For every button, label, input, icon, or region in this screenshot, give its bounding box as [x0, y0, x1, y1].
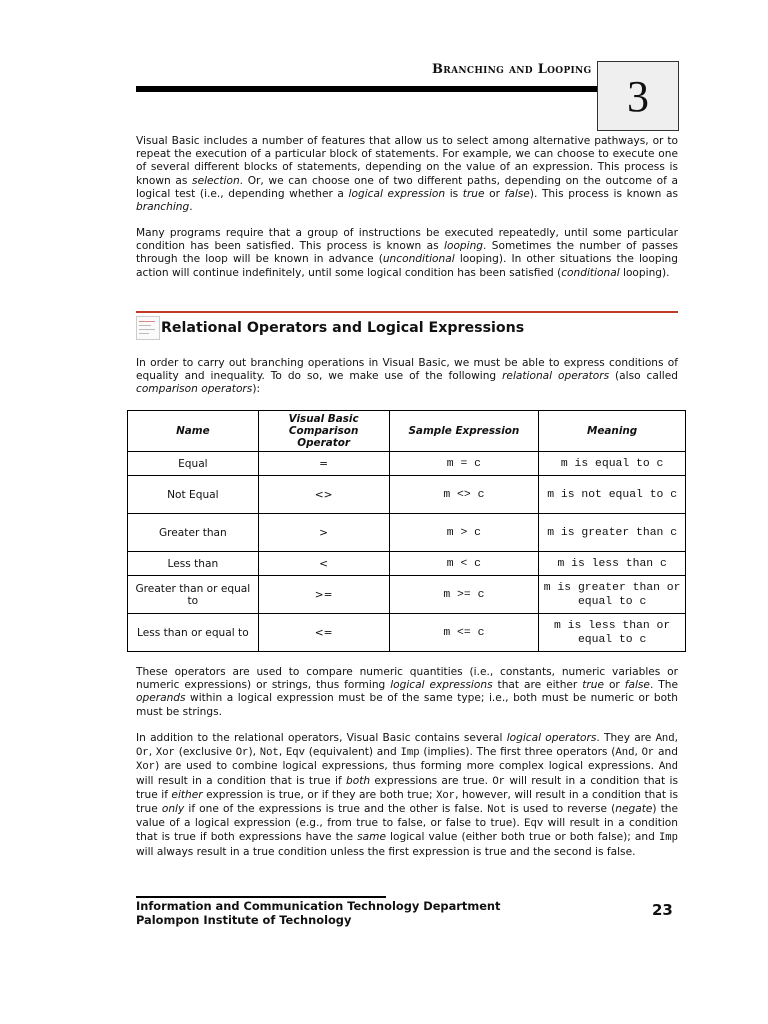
chapter-number: 3 — [627, 71, 649, 121]
cell-operator: < — [258, 552, 389, 576]
cell-operator: >= — [258, 576, 389, 614]
cell-sample: m <= c — [389, 614, 539, 652]
cell-name: Greater than or equal to — [128, 576, 259, 614]
header-sample: Sample Expression — [389, 411, 539, 452]
footer-school: Palompon Institute of Technology — [136, 913, 352, 927]
operators-paragraph: These operators are used to compare numeric quantities (i.e., constants, numeric variables or numeric expressions) or strings, thus forming logical expressions that are either true or false. The operands within a logical expression must be of the same type; i.e., both must be numeric or both must be strings. — [136, 666, 678, 718]
cell-meaning: m is not equal to c — [539, 476, 686, 514]
section-divider — [136, 311, 678, 313]
logical-operators-paragraph: In addition to the relational operators, Visual Basic contains several logical operators. They are And, Or, Xor (exclusive Or), Not, Eqv (equivalent) and Imp (implies). The first three operators (And, Or and Xor) are used to combine logical expressions, thus forming more complex logical expressions. And will result in a condition that is true if both expressions are true. Or will result in a condition that is true if either expression is true, or if they are both true; Xor, however, will result in a condition that is true only if one of the expressions is true and the other is false. Not is used to reverse (negate) the value of a logical expression (e.g., from true to false, or false to true). Eqv will result in a condition that is true if both expressions have the same logical value (either both true or both false); and Imp will always result in a true condition unless the first expression is true and the second is false. — [136, 732, 679, 858]
cell-name: Not Equal — [128, 476, 259, 514]
cell-meaning: m is greater than c — [539, 514, 686, 552]
chapter-title: Branching and Looping — [432, 62, 592, 77]
cell-meaning: m is greater than or equal to c — [539, 576, 686, 614]
cell-name: Less than — [128, 552, 259, 576]
cell-sample: m > c — [389, 514, 539, 552]
cell-sample: m = c — [389, 452, 539, 476]
table-row — [128, 514, 686, 552]
cell-operator: <> — [258, 476, 389, 514]
section-paragraph: In order to carry out branching operations in Visual Basic, we must be able to express conditions of equality and inequality. To do so, we make use of the following relational operators (also called comparison operators): — [136, 357, 678, 396]
table-row — [128, 552, 686, 576]
cell-meaning: m is less than c — [539, 552, 686, 576]
footer-department: Information and Communication Technology Department — [136, 899, 501, 913]
cell-sample: m < c — [389, 552, 539, 576]
chapter-number-box — [597, 61, 679, 131]
cell-name: Equal — [128, 452, 259, 476]
header-name: Name — [128, 411, 259, 452]
cell-operator: > — [258, 514, 389, 552]
cell-name: Less than or equal to — [128, 614, 259, 652]
cell-name: Greater than — [128, 514, 259, 552]
header-meaning: Meaning — [539, 411, 686, 452]
section-title: Relational Operators and Logical Expressions — [161, 320, 525, 336]
footer-institution — [136, 899, 500, 927]
cell-meaning: m is less than or equal to c — [539, 614, 686, 652]
cell-meaning: m is equal to c — [539, 452, 686, 476]
table-row — [128, 476, 686, 514]
intro-paragraph-1: Visual Basic includes a number of features that allow us to select among alternative pathways, or to repeat the execution of a particular block of statements. For example, we can choose to execute one of several different blocks of statements, depending on the value of an expression. This process is known as selection. Or, we can choose one of two different paths, depending on the outcome of a logical test (i.e., depending whether a logical expression is true or false). This process is known as branching. — [136, 135, 678, 214]
cell-operator: = — [258, 452, 389, 476]
table-row — [128, 614, 686, 652]
cell-sample: m >= c — [389, 576, 539, 614]
table-row — [128, 452, 686, 476]
document-icon — [136, 316, 160, 340]
relational-operators-table — [127, 410, 686, 652]
table-row — [128, 576, 686, 614]
cell-sample: m <> c — [389, 476, 539, 514]
footer-rule — [136, 896, 386, 898]
header-rule — [136, 86, 598, 92]
page-number: 23 — [652, 901, 673, 919]
cell-operator: <= — [258, 614, 389, 652]
intro-paragraph-2: Many programs require that a group of instructions be executed repeatedly, until some particular condition has been satisfied. This process is known as looping. Sometimes the number of passes through the loop will be known in advance (unconditional looping). In other situations the looping action will continue indefinitely, until some logical condition has been satisfied (conditional looping). — [136, 227, 679, 279]
table-header-row — [128, 411, 686, 452]
header-operator: Visual Basic Comparison Operator — [258, 411, 389, 452]
